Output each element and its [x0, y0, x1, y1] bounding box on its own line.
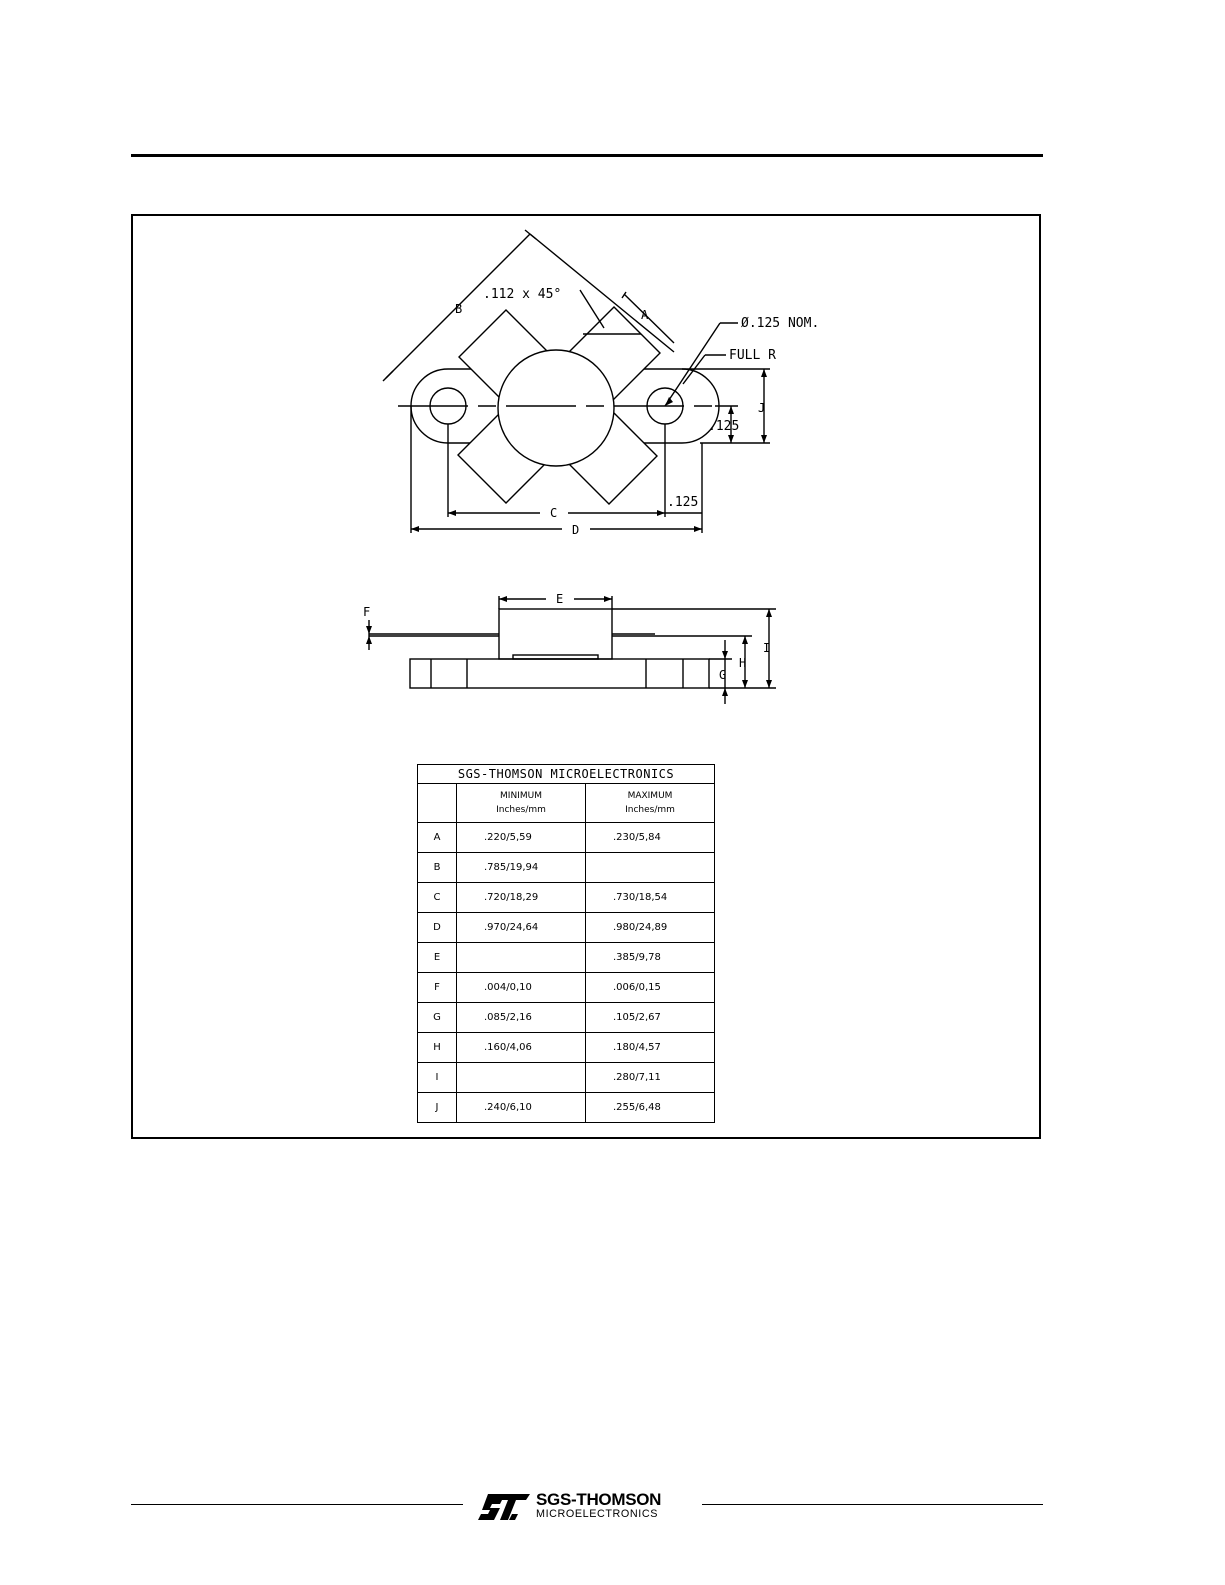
dim-label-h: H [739, 656, 747, 670]
table-row [418, 973, 715, 1003]
dim-label-a: A [641, 308, 649, 322]
dimensions-table [417, 764, 715, 1123]
row-label: F [418, 973, 457, 1003]
table-row [418, 823, 715, 853]
dim-label-g: G [719, 668, 727, 682]
row-label: I [418, 1063, 457, 1093]
row-max: .385/9,78 [586, 943, 715, 973]
row-min: .004/0,10 [457, 973, 586, 1003]
row-min: .085/2,16 [457, 1003, 586, 1033]
row-label: C [418, 883, 457, 913]
footer-rule-left [131, 1504, 463, 1505]
table-row [418, 943, 715, 973]
dim-label-f: F [363, 605, 371, 619]
chamfer-note: .112 x 45° [483, 287, 562, 302]
header-minimum-line1: MINIMUM [500, 791, 542, 801]
hole-note: Ø.125 NOM. [741, 316, 820, 331]
row-max: .980/24,89 [586, 913, 715, 943]
row-min: .785/19,94 [457, 853, 586, 883]
header-minimum [457, 784, 586, 823]
footer-rule-right [702, 1504, 1043, 1505]
dim-label-i: I [763, 641, 771, 655]
table-row [418, 1033, 715, 1063]
row-min [457, 1063, 586, 1093]
row-label: J [418, 1093, 457, 1123]
table-row [418, 1003, 715, 1033]
table-row [418, 853, 715, 883]
row-min: .240/6,10 [457, 1093, 586, 1123]
footer-logo [478, 1488, 698, 1524]
row-max: .006/0,15 [586, 973, 715, 1003]
header-maximum-line2: Inches/mm [625, 805, 675, 815]
dim-label-125-bottom: .125 [667, 495, 699, 510]
dim-label-b: B [455, 302, 463, 316]
side-view [369, 596, 776, 704]
row-max: .230/5,84 [586, 823, 715, 853]
header-maximum-line1: MAXIMUM [627, 791, 673, 801]
row-max [586, 853, 715, 883]
table-title: SGS-THOMSON MICROELECTRONICS [418, 765, 715, 784]
side-cap [499, 609, 612, 659]
row-min: .220/5,59 [457, 823, 586, 853]
side-flange [410, 659, 709, 688]
row-max: .180/4,57 [586, 1033, 715, 1063]
table-row [418, 913, 715, 943]
table-row [418, 1063, 715, 1093]
st-logo-icon [478, 1494, 530, 1520]
row-label: H [418, 1033, 457, 1063]
dim-label-c: C [550, 506, 558, 520]
ceramic-cap [498, 350, 614, 466]
row-min [457, 943, 586, 973]
row-label: E [418, 943, 457, 973]
row-min: .970/24,64 [457, 913, 586, 943]
top-view [383, 230, 770, 533]
row-max: .105/2,67 [586, 1003, 715, 1033]
row-min: .720/18,29 [457, 883, 586, 913]
dim-label-d: D [572, 523, 580, 537]
row-max: .730/18,54 [586, 883, 715, 913]
row-label: G [418, 1003, 457, 1033]
row-label: A [418, 823, 457, 853]
dim-label-125-side: .125 [708, 419, 740, 434]
row-label: D [418, 913, 457, 943]
table-row [418, 1093, 715, 1123]
dim-label-j: J [758, 401, 766, 415]
row-max: .280/7,11 [586, 1063, 715, 1093]
header-label-blank [418, 784, 457, 823]
radius-note: FULL R [729, 348, 776, 363]
brand-name: SGS-THOMSON [536, 1490, 662, 1509]
row-label: B [418, 853, 457, 883]
dim-label-e: E [556, 592, 564, 606]
row-min: .160/4,06 [457, 1033, 586, 1063]
row-max: .255/6,48 [586, 1093, 715, 1123]
brand-subtitle: MICROELECTRONICS [536, 1508, 659, 1520]
header-minimum-line2: Inches/mm [496, 805, 546, 815]
table-row [418, 883, 715, 913]
header-maximum [586, 784, 715, 823]
